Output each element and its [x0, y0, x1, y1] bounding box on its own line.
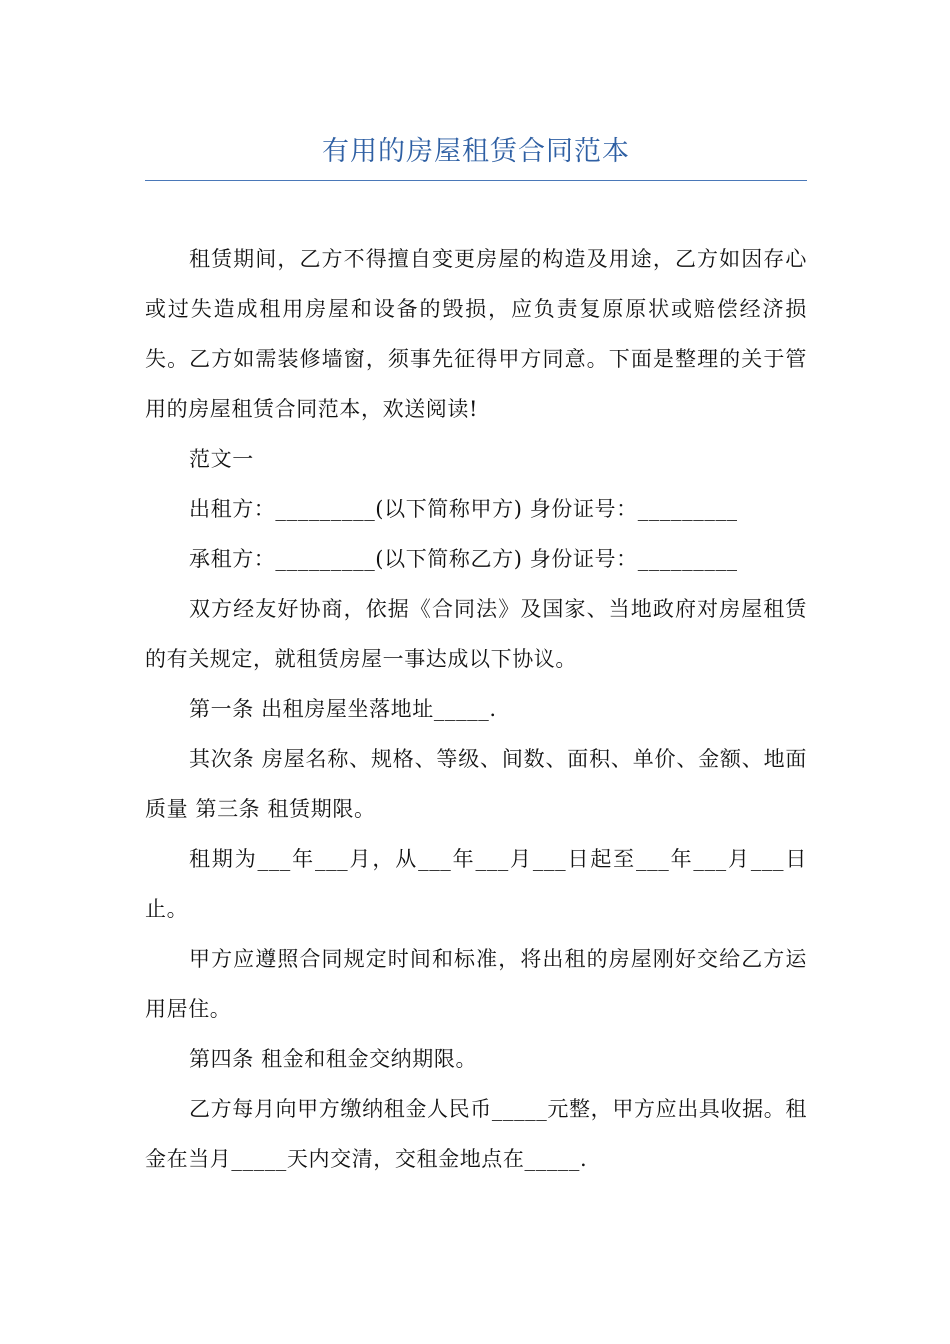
lessee-line: 承租方：_________(以下简称乙方) 身份证号：_________: [189, 547, 738, 571]
rent-payment-paragraph: 乙方每月向甲方缴纳租金人民币_____元整，甲方应出具收据。租金在当月_____天内交清，交租金地点在_____.: [145, 1097, 807, 1171]
lessor-line: 出租方：_________(以下简称甲方) 身份证号：_________: [189, 497, 738, 521]
title-divider: [145, 180, 807, 181]
article-two-three: 其次条 房屋名称、规格、等级、间数、面积、单价、金额、地面质量 第三条 租赁期限。: [145, 747, 807, 821]
lease-term-paragraph: 租期为___年___月，从___年___月___日起至___年___月___日止。: [145, 847, 807, 921]
sample-heading: 范文一: [189, 447, 254, 471]
article-four: 第四条 租金和租金交纳期限。: [189, 1047, 478, 1071]
intro-paragraph: 租赁期间，乙方不得擅自变更房屋的构造及用途，乙方如因存心或过失造成租用房屋和设备的毁损，应负责复原原状或赔偿经济损失。乙方如需装修墙窗，须事先征得甲方同意。下面是整理的关于管用的房屋租赁合同范本，欢送阅读!: [145, 247, 807, 421]
article-one: 第一条 出租房屋坐落地址_____.: [189, 697, 497, 721]
document-title: 有用的房屋租赁合同范本: [322, 136, 630, 167]
document-body: [145, 234, 807, 1184]
delivery-paragraph: 甲方应遵照合同规定时间和标准，将出租的房屋刚好交给乙方运用居住。: [145, 947, 807, 1021]
agreement-paragraph: 双方经友好协商，依据《合同法》及国家、当地政府对房屋租赁的有关规定，就租赁房屋一事达成以下协议。: [145, 597, 807, 671]
